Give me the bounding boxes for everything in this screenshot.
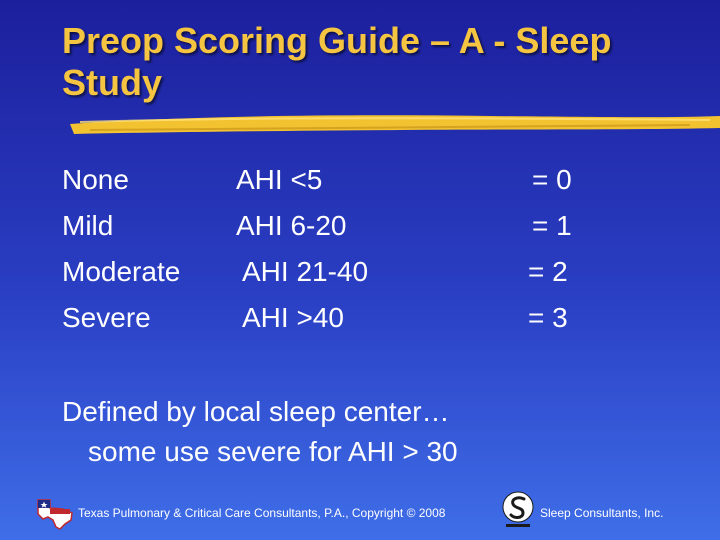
texas-map-icon bbox=[34, 496, 76, 532]
score-value: = 1 bbox=[532, 210, 572, 241]
score-row-severe bbox=[0, 295, 720, 341]
brush-stroke-underline bbox=[70, 108, 720, 138]
severity-label: Moderate bbox=[62, 256, 181, 287]
score-row-moderate bbox=[0, 249, 720, 295]
severity-label: None bbox=[62, 164, 129, 195]
ahi-range: AHI 21-40 bbox=[242, 256, 369, 287]
severity-label: Mild bbox=[62, 210, 114, 241]
note-line-1: Defined by local sleep center… bbox=[62, 396, 450, 427]
score-row-mild bbox=[0, 203, 720, 249]
sleep-consultants-logo-icon bbox=[500, 490, 536, 530]
score-value: = 2 bbox=[528, 256, 568, 287]
ahi-range: AHI <5 bbox=[236, 164, 323, 195]
ahi-range: AHI 6-20 bbox=[236, 210, 347, 241]
footer-company: Sleep Consultants, Inc. bbox=[540, 506, 664, 520]
footer-copyright: Texas Pulmonary & Critical Care Consultants, P.A., Copyright © 2008 bbox=[78, 506, 446, 520]
score-value: = 3 bbox=[528, 302, 568, 333]
note-line-2: some use severe for AHI > 30 bbox=[88, 436, 458, 467]
ahi-range: AHI >40 bbox=[242, 302, 344, 333]
score-value: = 0 bbox=[532, 164, 572, 195]
severity-label: Severe bbox=[62, 302, 151, 333]
slide-title: Preop Scoring Guide – A - Sleep Study bbox=[62, 20, 612, 103]
definition-note bbox=[62, 392, 682, 472]
slide-footer bbox=[0, 496, 720, 536]
score-row-none bbox=[0, 157, 720, 203]
